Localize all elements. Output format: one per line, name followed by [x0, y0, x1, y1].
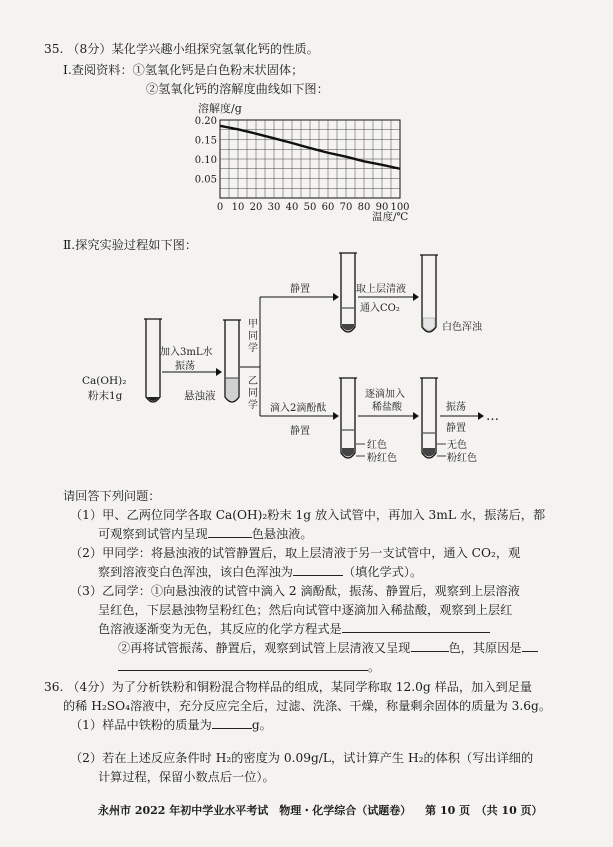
- experiment-diagram: [80, 250, 540, 478]
- answer-blank-1[interactable]: [208, 525, 252, 538]
- q36-number: 36.: [44, 680, 64, 694]
- reagent-formula: Ca(OH)₂: [82, 375, 127, 387]
- x-tick-label: 10: [231, 202, 245, 213]
- step-add-water: 加入3mL水: [160, 347, 213, 358]
- suspension-fill: [226, 378, 238, 401]
- q35-p3-line5: [118, 658, 380, 675]
- x-tick-label: 0: [216, 202, 224, 213]
- x-tick-label: 30: [267, 202, 281, 213]
- q35-p3-line4: [118, 639, 538, 656]
- q35-p1-text-end: 色悬浊液。: [251, 527, 313, 541]
- q35-p3-text: 色溶液逐渐变为无色，其反应的化学方程式是: [98, 622, 342, 636]
- label-colorless: 无色: [447, 440, 467, 451]
- chart-y-ticks: [195, 116, 217, 186]
- answer-prompt: 请回答下列问题：: [63, 489, 161, 503]
- q35-score: （8分）: [67, 42, 112, 56]
- x-tick-label: 70: [339, 202, 353, 213]
- q35-p1-line2: [98, 525, 313, 542]
- q36-header: [44, 678, 532, 695]
- label-pink-2: 粉红色: [447, 453, 477, 464]
- answer-blank-6[interactable]: [118, 658, 368, 671]
- y-tick-label: 0.05: [194, 174, 217, 186]
- q36-score: （4分）: [67, 680, 112, 694]
- q36-p1: [70, 716, 272, 733]
- y-tick-label: 0.15: [194, 135, 217, 147]
- q35-p1-text: 可观察到试管内呈现: [98, 527, 208, 541]
- student-yi-1: 乙: [248, 376, 258, 387]
- q35-p2-line1: （2）甲同学：将悬浊液的试管静置后，取上层清液于另一支试管中，通入 CO₂，观: [70, 546, 521, 560]
- tube-2: [223, 320, 241, 402]
- answer-blank-3[interactable]: [342, 620, 490, 633]
- student-jia-3: 学: [248, 343, 258, 354]
- student-yi-3: 学: [248, 400, 258, 411]
- fact2: ②氢氧化钙的溶解度曲线如下图：: [146, 82, 329, 96]
- q35-p3-line3: [98, 620, 490, 637]
- q35-header: [44, 40, 319, 57]
- x-tick-label: 50: [303, 202, 317, 213]
- reagent-mass: 粉末1g: [88, 390, 123, 402]
- step-stand: 静置: [290, 284, 310, 295]
- x-tick-label: 60: [321, 202, 335, 213]
- step-take-clear: 取上层清液: [356, 284, 406, 295]
- y-tick-label: 0.10: [194, 155, 217, 166]
- q36-line1: 为了分析铁粉和铜粉混合物样品的组成，某同学称取 12.0g 样品，加入到足量: [111, 680, 533, 694]
- q36-p1-text: （1）样品中铁粉的质量为: [70, 718, 212, 732]
- fact1: ①氢氧化钙是白色粉末状固体；: [132, 63, 304, 77]
- x-tick-label: 20: [249, 202, 263, 213]
- result-white-turbid: 白色浑浊: [442, 322, 482, 333]
- q35-p3-line1: （3）乙同学：①向悬浊液的试管中滴入 2 滴酚酞，振荡、静置后，观察到上层溶液: [70, 584, 520, 598]
- page-footer: [98, 802, 543, 818]
- answer-blank-7[interactable]: [212, 716, 252, 729]
- step-add-acid-2: 稀盐酸: [372, 402, 402, 413]
- suspension-label: 悬浊液: [184, 390, 216, 402]
- pink-sediment: [342, 448, 354, 457]
- q35-p3-text-end: 。: [368, 660, 381, 674]
- q35-p3-text-2: ②再将试管振荡、静置后，观察到试管上层清液又呈现: [118, 641, 411, 655]
- step-shake-2: 振荡: [446, 402, 466, 413]
- pink-sediment-2: [423, 448, 435, 457]
- tube-5: [339, 378, 357, 458]
- label-pink: 粉红色: [367, 453, 397, 464]
- section1-line: [63, 61, 303, 78]
- q36-p1-text-end: g。: [251, 718, 272, 732]
- q35-p1-line1: （1）甲、乙两位同学各取 Ca(OH)₂粉末 1g 放入试管中，再加入 3mL 水，振荡后，都: [70, 508, 546, 522]
- q36-p2-line2: 计算过程，保留小数点后一位）。: [98, 770, 275, 784]
- step-add-acid: 逐滴加入: [365, 389, 405, 400]
- solubility-chart: [180, 98, 430, 226]
- q36-line2: 的稀 H₂SO₄溶液中，充分反应完全后，过滤、洗涤、干燥，称量剩余固体的质量为 3.6g。: [63, 699, 552, 713]
- step-shake: 振荡: [175, 361, 195, 372]
- step-stand-3: 静置: [446, 423, 466, 434]
- white-turbid-fill: [423, 318, 435, 331]
- ellipsis: …: [486, 409, 499, 424]
- section2-label: Ⅱ.探究实验过程如下图：: [63, 238, 198, 252]
- answer-blank-5[interactable]: [522, 639, 538, 652]
- q35-p2-line2: [98, 563, 422, 580]
- q35-number: 35.: [44, 42, 64, 56]
- tube-3: [339, 253, 357, 332]
- q35-p2-text: 察到溶液变白色浑浊，该白色浑浊为: [98, 565, 293, 579]
- chart-xlabel: 温度/℃: [372, 211, 409, 223]
- footer-page: 第 10 页 （共 10 页）: [425, 804, 543, 817]
- tube-4: [420, 255, 438, 332]
- tube-1: [144, 319, 162, 402]
- section1-label: Ⅰ.查阅资料：: [63, 63, 133, 77]
- y-tick-label: 0.20: [194, 116, 217, 127]
- q35-intro: 某化学兴趣小组探究氢氧化钙的性质。: [111, 42, 319, 56]
- x-tick-label: 90: [375, 202, 389, 213]
- student-jia-1: 甲: [248, 319, 258, 330]
- x-tick-label: 80: [357, 202, 371, 213]
- step-add-phenol: 滴入2滴酚酞: [270, 403, 327, 414]
- step-stand-2: 静置: [290, 426, 310, 437]
- student-yi-2: 同: [248, 388, 258, 399]
- q35-p3-line2: 呈红色，下层悬浊物呈粉红色；然后向试管中逐滴加入稀盐酸，观察到上层红: [98, 603, 513, 617]
- q35-p3-text-3: 色，其原因是: [448, 641, 522, 655]
- chart-ylabel: 溶解度/g: [198, 102, 242, 115]
- step-pass-co2: 通入CO₂: [360, 303, 400, 314]
- student-jia-2: 同: [248, 331, 258, 342]
- q36-p2-line1: （2）若在上述反应条件时 H₂的密度为 0.09g/L，试计算产生 H₂的体积（写出详细的: [70, 751, 534, 765]
- label-red: 红色: [367, 440, 387, 451]
- answer-blank-4[interactable]: [411, 639, 449, 652]
- x-tick-label: 40: [285, 202, 299, 213]
- footer-exam: 永州市 2022 年初中学业水平考试 物理・化学综合（试题卷）: [98, 804, 412, 817]
- x-tick-label: 100: [390, 202, 410, 213]
- q35-p2-text-end: （填化学式）。: [343, 565, 423, 579]
- answer-blank-2[interactable]: [293, 563, 343, 576]
- tube-6: [420, 378, 438, 458]
